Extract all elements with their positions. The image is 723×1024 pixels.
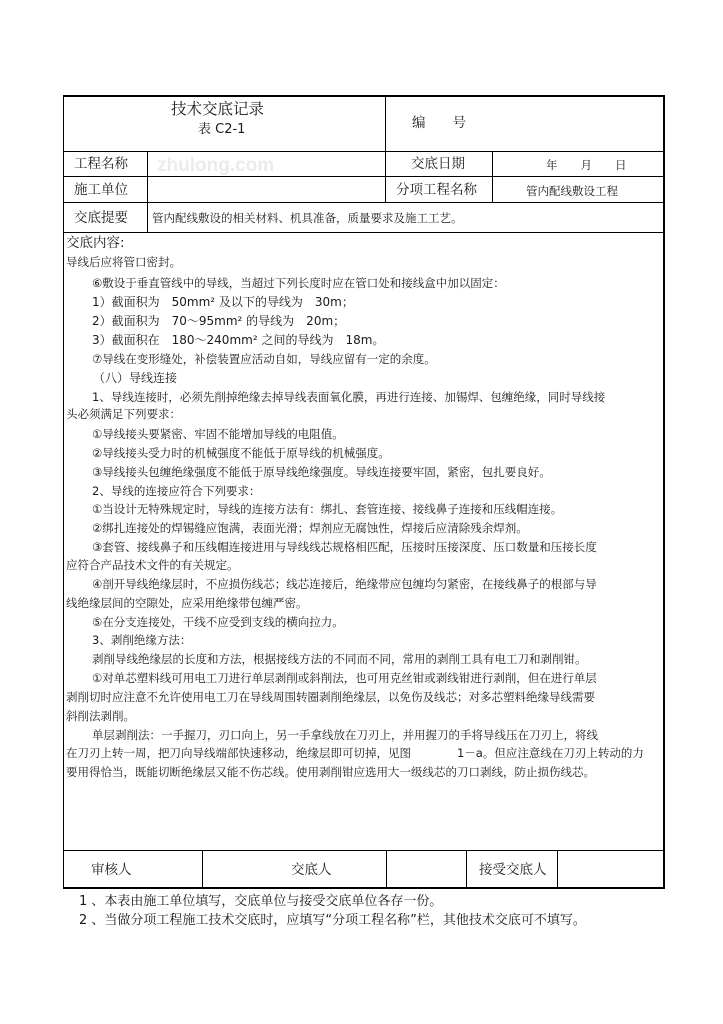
col-divider bbox=[385, 95, 386, 203]
content-heading: 交底内容: bbox=[66, 235, 125, 251]
footnote-1: 1 、本表由施工单位填写，交底单位与接受交底单位各存一份。 bbox=[79, 894, 443, 909]
discloser-label: 交底人 bbox=[291, 862, 332, 878]
content-line: ④剖开导线绝缘层时，不应损伤线芯；线芯连接后，绝缘带应包缠均匀紧密，在接线鼻子的根部与导 bbox=[92, 577, 597, 591]
content-line: 在刀刃上转一周，把刀向导线端部快速移动，绝缘层即可切掉，见图 1－a。但应注意线在刀刃上转动的力 bbox=[66, 746, 644, 760]
content-line: 1）截面积为 50mm² 及以下的导线为 30m； bbox=[92, 295, 354, 309]
content-line: 3、剥削绝缘方法： bbox=[92, 633, 192, 647]
col-divider bbox=[202, 850, 203, 888]
content-line: ③导线接头包缠绝缘强度不能低于原导线绝缘强度。导线连接要牢固，紧密，包扎要良好。 bbox=[92, 465, 551, 479]
content-line: 应符合产品技术文件的有关规定。 bbox=[66, 558, 239, 572]
col-divider bbox=[386, 850, 387, 888]
content-line: （八）导线连接 bbox=[93, 371, 178, 385]
handover-date-label: 交底日期 bbox=[411, 156, 465, 172]
content-line: ①导线接头要紧密、牢固不能增加导线的电阻值。 bbox=[92, 427, 344, 441]
row-divider bbox=[63, 176, 664, 177]
footnote-2: 2 、当做分项工程施工技术交底时，应填写“分项工程名称”栏，其他技术交底可不填写。 bbox=[79, 913, 586, 928]
col-divider bbox=[147, 151, 148, 233]
row-divider bbox=[63, 151, 664, 152]
content-line: ⑦导线在变形缝处，补偿装置应活动自如，导线应留有一定的余度。 bbox=[92, 352, 436, 366]
watermark: zhulong.com bbox=[157, 155, 275, 176]
content-line: 斜削法剥削。 bbox=[66, 709, 135, 723]
table-border-bottom bbox=[63, 887, 664, 889]
col-divider bbox=[466, 850, 467, 888]
form-code: 表 C2-1 bbox=[198, 122, 246, 137]
content-line: ⑤在分支连接处，干线不应受到支线的横向拉力。 bbox=[92, 615, 344, 629]
table-border-right bbox=[663, 95, 665, 889]
content-line: 3）截面积在 180～240mm² 之间的导线为 18m。 bbox=[92, 333, 385, 347]
content-line: 要用得恰当，既能切断绝缘层又能不伤芯线。使用剥削钳应选用大一级线芯的刀口剥线，防止损伤线芯。 bbox=[66, 765, 595, 779]
project-name-label: 工程名称 bbox=[74, 156, 128, 172]
content-line: ②导线接头受力时的机械强度不能低于原导线的机械强度。 bbox=[92, 446, 390, 460]
content-line: ①对单芯塑料线可用电工刀进行单层剥削或斜削法，也可用克丝钳或剥线钳进行剥削，但在进行单层 bbox=[92, 671, 597, 685]
handover-date-value[interactable]: 年 月 日 bbox=[546, 158, 627, 172]
row-divider bbox=[63, 202, 664, 203]
number-label: 编 号 bbox=[412, 115, 466, 131]
row-divider bbox=[63, 232, 664, 233]
sub-project-label: 分项工程名称 bbox=[396, 182, 477, 198]
receiver-field[interactable] bbox=[563, 862, 659, 878]
content-line: 头必须满足下列要求： bbox=[66, 407, 181, 421]
table-border-top bbox=[63, 95, 664, 97]
form-title: 技术交底记录 bbox=[171, 100, 265, 118]
content-line: 单层剥削法：一手握刀，刃口向上，另一手拿线放在刀刃上，并用握刀的手将导线压在刀刃上，将线 bbox=[92, 728, 598, 742]
col-divider bbox=[492, 151, 493, 203]
row-divider bbox=[63, 850, 664, 851]
reviewer-label: 审核人 bbox=[91, 862, 132, 878]
sub-project-value[interactable]: 管内配线敷设工程 bbox=[526, 184, 618, 198]
content-line: ③套管、接线鼻子和压线帽连接进用与导线线芯规格相匹配，压接时压接深度、压口数量和压接长度 bbox=[92, 540, 597, 554]
content-line: 线绝缘层间的空隙处，应采用绝缘带包缠严密。 bbox=[66, 596, 308, 610]
receiver-label: 接受交底人 bbox=[479, 862, 547, 878]
content-line: ⑥敷设于垂直管线中的导线，当超过下列长度时应在管口处和接线盒中加以固定： bbox=[92, 276, 505, 290]
table-border-left bbox=[63, 95, 64, 889]
content-line: 剥削切时应注意不允许使用电工刀在导线周围转圈剥削绝缘层，以免伤及线芯；对多芯塑料绝缘导线需要 bbox=[66, 690, 595, 704]
content-line: ②绑扎连接处的焊锡缝应饱满，表面光滑；焊剂应无腐蚀性，焊接后应清除残余焊剂。 bbox=[92, 521, 528, 535]
col-divider bbox=[557, 850, 558, 888]
content-line: 剥削导线绝缘层的长度和方法，根据接线方法的不同而不同，常用的剥削工具有电工刀和剥削钳。 bbox=[92, 652, 587, 666]
discloser-field[interactable] bbox=[392, 862, 462, 878]
content-line: 1、导线连接时，必须先削掉绝缘去掉导线表面氧化膜，再进行连接、加锡焊、包缠绝缘，同时导线接 bbox=[92, 390, 606, 404]
content-line: 2）截面积为 70～95mm² 的导线为 20m； bbox=[92, 314, 346, 328]
summary-label: 交底提要 bbox=[74, 210, 128, 226]
content-line: 导线后应将管口密封。 bbox=[66, 255, 181, 269]
content-line: 2、导线的连接应符合下列要求： bbox=[92, 484, 261, 498]
content-line: ①当设计无特殊规定时，导线的连接方法有：绑扎、套管连接、接线鼻子连接和压线帽连接。 bbox=[92, 502, 563, 516]
summary-value[interactable]: 管内配线敷设的相关材料、机具准备，质量要求及施工工艺。 bbox=[152, 211, 463, 225]
construction-unit-label: 施工单位 bbox=[74, 182, 128, 198]
